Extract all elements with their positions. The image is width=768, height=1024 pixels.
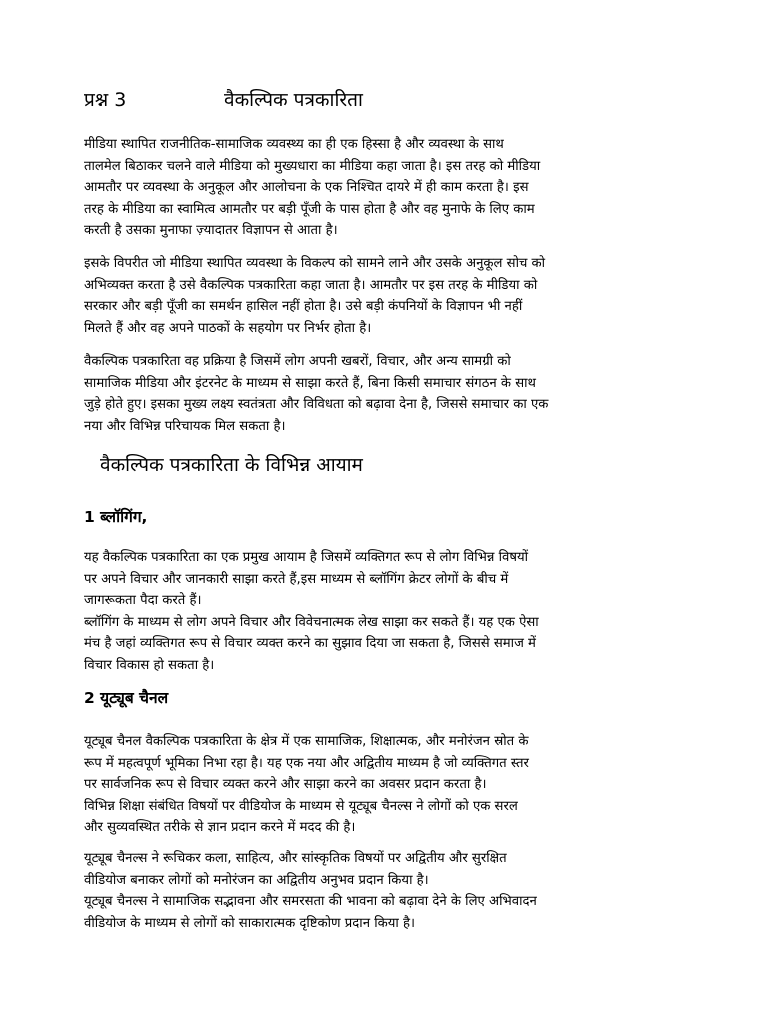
text-line: जागरूकता पैदा करते हैं। xyxy=(84,593,202,608)
text-line: ब्लॉगिंग के माध्यम से लोग अपने विचार और विवेचनात्मक लेख साझा कर सकते हैं। यह एक ऐसा xyxy=(84,614,539,630)
question-title: वैकल्पिक पत्रकारिता xyxy=(224,89,363,111)
question-heading xyxy=(84,86,363,112)
text-line: वैकल्पिक पत्रकारिता वह प्रक्रिया है जिसमें लोग अपनी खबरों, विचार, और अन्य सामग्री को xyxy=(84,354,511,369)
text-line: नया और विभिन्न परिचायक मिल सकता है। xyxy=(84,418,286,434)
text-line: अभिव्यक्त करता है उसे वैकल्पिक पत्रकारिता कहा जाता है। आमतौर पर इस तरह के मीडिया को xyxy=(84,277,538,293)
intro-paragraph-3 xyxy=(84,351,704,437)
text-line: सामाजिक मीडिया और इंटरनेट के माध्यम से साझा करते हैं, बिना किसी समाचार संगठन के साथ xyxy=(84,375,536,391)
text-line: आमतौर पर व्यवस्था के अनुकूल और आलोचना के एक निश्चित दायरे में ही काम करता है। इस xyxy=(84,180,529,195)
text-line: तालमेल बिठाकर चलने वाले मीडिया को मुख्यधारा का मीडिया कहा जाता है। इस तरह को मीडिया xyxy=(84,158,541,174)
text-line: जुड़े होते हुए। इसका मुख्य लक्ष्य स्वतंत्रता और विविधता को बढ़ावा देना है, जिससे समाचार का एक xyxy=(84,397,549,412)
intro-paragraph-1 xyxy=(84,134,704,242)
text-line: तरह के मीडिया का स्वामित्व आमतौर पर बड़ी पूँजी के पास होता है और वह मुनाफे के लिए काम xyxy=(84,201,535,217)
text-line: पर सार्वजनिक रूप से विचार व्यक्त करने और साझा करने का अवसर प्रदान करता है। xyxy=(84,777,487,792)
intro-paragraph-2 xyxy=(84,253,704,339)
text-line: यूट्यूब चैनल्स ने सामाजिक सद्भावना और समरसता की भावना को बढ़ावा देने के लिए अभिवादन xyxy=(84,894,537,909)
text-line: मिलते हैं और वह अपने पाठकों के सहयोग पर निर्भर होता है। xyxy=(84,320,372,336)
text-line: विचार विकास हो सकता है। xyxy=(84,657,215,673)
youtube-paragraph-1 xyxy=(84,731,704,839)
subsection-title-youtube: 2 यूट्यूब चैनल xyxy=(84,689,169,707)
text-line: विभिन्न शिक्षा संबंधित विषयों पर वीडियोज के माध्यम से यूट्यूब चैनल्स ने लोगों को एक सरल xyxy=(84,798,518,814)
blogging-paragraph xyxy=(84,547,704,676)
text-line: यह वैकल्पिक पत्रकारिता का एक प्रमुख आयाम है जिसमें व्यक्तिगत रूप से लोग विभिन्न विषयों xyxy=(84,550,529,565)
text-line: यूट्यूब चैनल वैकल्पिक पत्रकारिता के क्षेत्र में एक सामाजिक, शिक्षात्मक, और मनोरंजन स्रोत के xyxy=(84,734,529,749)
text-line: इसके विपरीत जो मीडिया स्थापित व्यवस्था के विकल्प को सामने लाने और उसके अनुकूल सोच को xyxy=(84,256,546,271)
text-line: पर अपने विचार और जानकारी साझा करते हैं,इस माध्यम से ब्लॉगिंग क्रेटर लोगों के बीच में xyxy=(84,571,509,587)
text-line: और सुव्यवस्थित तरीके से ज्ञान प्रदान करने में मदद की है। xyxy=(84,820,356,835)
text-line: रूप में महत्वपूर्ण भूमिका निभा रहा है। यह एक नया और अद्वितीय माध्यम है जो व्यक्तिगत स्तर xyxy=(84,755,529,771)
text-line: सरकार और बड़ी पूँजी का समर्थन हासिल नहीं होता है। उसे बड़ी कंपनियों के विज्ञापन भी नहीं xyxy=(84,299,523,314)
subsection-title-blogging: 1 ब्लॉगिंग, xyxy=(84,508,148,526)
text-line: वीडियोज बनाकर लोगों को मनोरंजन का अद्वितीय अनुभव प्रदान किया है। xyxy=(84,872,429,888)
text-line: करती है उसका मुनाफा ज़्यादातर विज्ञापन से आता है। xyxy=(84,223,338,238)
youtube-paragraph-2 xyxy=(84,848,704,934)
text-line: यूट्यूब चैनल्स ने रूचिकर कला, साहित्य, और सांस्कृतिक विषयों पर अद्वितीय और सुरक्षित xyxy=(84,851,507,866)
section-title: वैकल्पिक पत्रकारिता के विभिन्न आयाम xyxy=(100,454,363,476)
question-number: प्रश्न 3 xyxy=(84,89,127,111)
text-line: मंच है जहां व्यक्तिगत रूप से विचार व्यक्त करने का सुझाव दिया जा सकता है, जिससे समाज में xyxy=(84,636,536,651)
text-line: मीडिया स्थापित राजनीतिक-सामाजिक व्यवस्थ्य का ही एक हिस्सा है और व्यवस्था के साथ xyxy=(84,137,504,152)
text-line: वीडियोज के माध्यम से लोगों को साकारात्मक दृष्टिकोण प्रदान किया है। xyxy=(84,915,416,931)
